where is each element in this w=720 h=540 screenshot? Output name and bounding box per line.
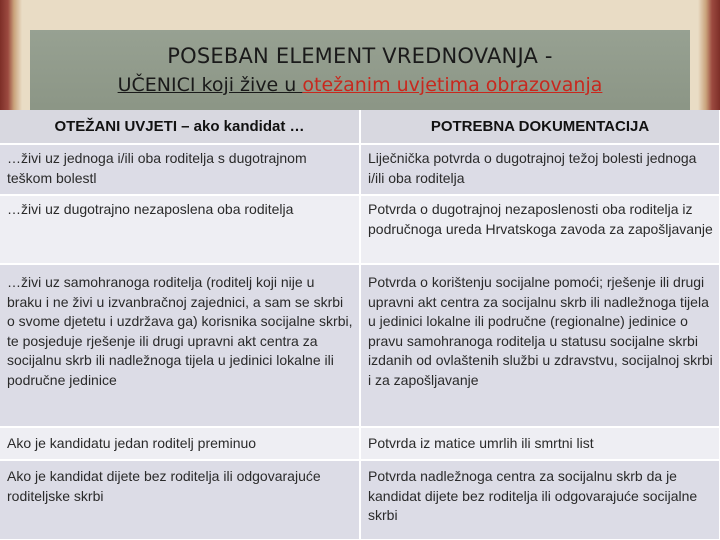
condition-cell: …živi uz jednoga i/ili oba roditelja s dugotrajnom teškom bolestl <box>0 144 360 195</box>
table-row <box>0 195 720 264</box>
documentation-cell: Potvrda nadležnoga centra za socijalnu skrb da je kandidat dijete bez roditelja ili odgovarajuće socijalne skrbi <box>360 460 720 540</box>
header-documentation: POTREBNA DOKUMENTACIJA <box>360 110 720 144</box>
documentation-cell: Potvrda o korištenju socijalne pomoći; rješenje ili drugi upravni akt centra za socijalnu skrb ili nadležnoga tijela u jedinici lokalne ili područne (regionalne) jedinice o pravu samohranoga roditelja u statusu socijalne skrbi izdanih od ovlaštenih službi u zdravstvu, socijalnoj skrbi i za zapošljavanje <box>360 264 720 427</box>
slide-title: POSEBAN ELEMENT VREDNOVANJA - <box>167 44 553 68</box>
documentation-cell: Liječnička potvrda o dugotrajnoj težoj bolesti jednoga i/ili oba roditelja <box>360 144 720 195</box>
table-header-row <box>0 110 720 144</box>
title-panel <box>30 30 690 114</box>
table-row <box>0 264 720 427</box>
slide-subtitle <box>30 74 690 96</box>
table-row <box>0 460 720 540</box>
documentation-cell: Potvrda o dugotrajnoj nezaposlenosti oba roditelja iz područnoga ureda Hrvatskoga zavoda za zapošljavanje <box>360 195 720 264</box>
table-row <box>0 427 720 460</box>
documentation-cell: Potvrda iz matice umrlih ili smrtni list <box>360 427 720 460</box>
documentation-table <box>0 110 720 540</box>
header-conditions: OTEŽANI UVJETI – ako kandidat … <box>0 110 360 144</box>
table-row <box>0 144 720 195</box>
subtitle-plain: UČENICI koji žive u <box>117 74 303 96</box>
condition-cell: Ako je kandidat dijete bez roditelja ili odgovarajuće roditeljske skrbi <box>0 460 360 540</box>
condition-cell: …živi uz dugotrajno nezaposlena oba roditelja <box>0 195 360 264</box>
subtitle-accent: otežanim uvjetima obrazovanja <box>302 74 603 96</box>
condition-cell: Ako je kandidatu jedan roditelj preminuo <box>0 427 360 460</box>
condition-cell: …živi uz samohranoga roditelja (roditelj koji nije u braku i ne živi u izvanbračnoj zajednici, a sam se skrbi o svome djetetu i uzdržava ga) korisnika socijalne skrbi, te posjeduje rješenje ili drugi upravni akt centra za socijalnu skrb ili nadležnoga tijela u jedinici lokalne ili područne jedinice <box>0 264 360 427</box>
